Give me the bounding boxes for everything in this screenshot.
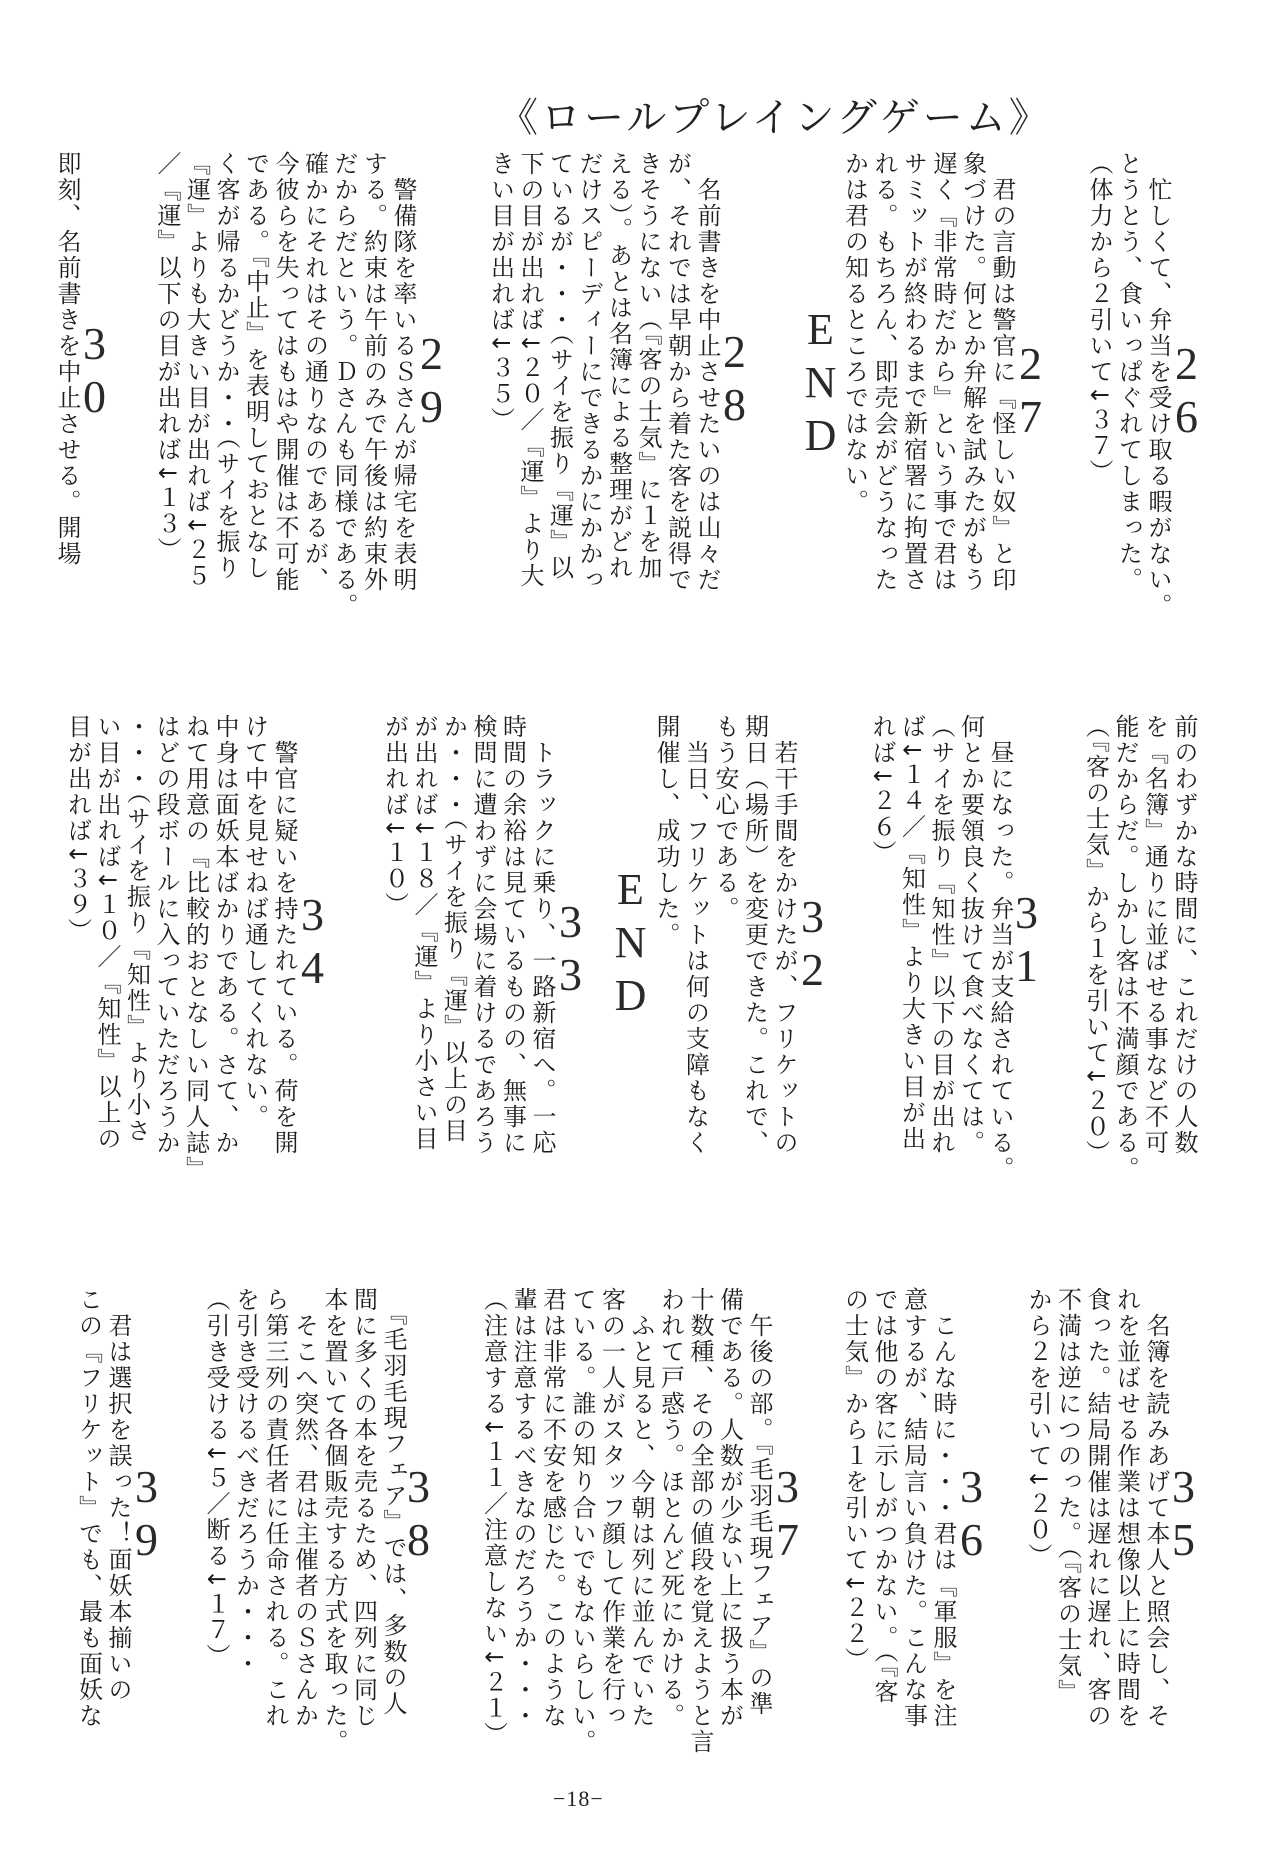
text-line: かは君の知るところではない。 bbox=[840, 151, 869, 515]
text-line: 若干手間をかけたが、フリケットの bbox=[770, 714, 798, 1156]
text-line: サミットが終わるまで新宿署に拘置さ bbox=[899, 151, 928, 593]
text-line: とうとう、食いっぱぐれてしまった。 bbox=[1114, 151, 1143, 593]
text-line: ている。誰の知り合いでもないらしい。 bbox=[568, 1287, 596, 1755]
section-number: 35 bbox=[1158, 1461, 1209, 1567]
text-line: （『客の士気』から１を引いて↓２０） bbox=[1081, 714, 1110, 1167]
section-28-text bbox=[485, 151, 721, 593]
section-number: 37 bbox=[762, 1461, 813, 1567]
text-line: 『毛羽毛現フェア』では、多数の人 bbox=[379, 1287, 407, 1717]
text-line: 不満は逆につのった。（『客の士気』 bbox=[1053, 1287, 1082, 1705]
text-line: 確かにそれはその通りなのであるが、 bbox=[300, 151, 329, 593]
text-line: 検問に遭わずに会場に着けるであろう bbox=[469, 714, 497, 1156]
text-line: 開催し、成功した。 bbox=[652, 714, 680, 948]
text-line: 当日、フリケットは何の支障もなく bbox=[681, 714, 710, 1156]
text-line: 中身は面妖本ばかりである。さて、か bbox=[211, 714, 239, 1156]
text-line: こんな時に・・・君は『軍服』を注 bbox=[929, 1287, 957, 1729]
text-line: きい目が出れば↓３５） bbox=[486, 151, 515, 434]
section-number: 32 bbox=[787, 891, 838, 997]
section-29-text bbox=[152, 151, 418, 619]
section-26-text bbox=[1084, 151, 1173, 619]
section-number: 39 bbox=[121, 1461, 172, 1567]
text-line: ら第三列の責任者に任命される。これ bbox=[261, 1287, 289, 1729]
text-line: 備である。人数が少ない上に扱う本が bbox=[715, 1287, 744, 1729]
text-line: 君の言動は警官に『怪しい奴』と印 bbox=[988, 151, 1016, 593]
section-number: 28 bbox=[709, 326, 760, 432]
text-line: 遅く『非常時だから』という事で君は bbox=[929, 151, 957, 593]
section-31-text bbox=[867, 714, 1015, 1182]
section-number: 34 bbox=[287, 889, 338, 995]
text-line: 意するが、結局言い負けた。こんな事 bbox=[899, 1287, 928, 1729]
text-line: では他の客に示しがつかない。（『客 bbox=[870, 1287, 898, 1705]
text-line: トラックに乗り、一路新宿へ。一応 bbox=[528, 714, 556, 1156]
text-line: われて戸惑う。ほとんど死にかける。 bbox=[656, 1287, 685, 1729]
text-line: 午後の部。『毛羽毛現フェア』の準 bbox=[745, 1287, 773, 1717]
text-line: れを並ばせる作業は想像以上に時間を bbox=[1112, 1287, 1141, 1729]
section-34-text bbox=[62, 714, 298, 1182]
text-line: 名簿を読みあげて本人と照会し、そ bbox=[1142, 1287, 1170, 1729]
text-line: 警備隊を率いるＳさんが帰宅を表明 bbox=[389, 151, 417, 593]
text-line: を『名簿』通りに並ばせる事など不可 bbox=[1140, 714, 1169, 1156]
text-line: 『運』よりも大きい目が出れば↓２５ bbox=[182, 151, 211, 590]
text-line: 能だからだ。しかし客は不満顔である。 bbox=[1111, 714, 1139, 1182]
section-number: 29 bbox=[406, 328, 457, 434]
end-marker: END bbox=[606, 865, 655, 1024]
text-line: そこへ突然、君は主催者のＳさんか bbox=[290, 1287, 319, 1729]
text-line: する。約束は午前のみで午後は約束外 bbox=[359, 151, 388, 593]
text-line: だからだという。Ｄさんも同様である。 bbox=[330, 151, 358, 619]
text-line: 君は選択を誤った！面妖本揃いの bbox=[104, 1287, 132, 1703]
text-line: はどの段ボールに入っていただろうか bbox=[152, 714, 180, 1156]
text-line: から２を引いて↓２０） bbox=[1024, 1287, 1052, 1570]
text-line: だけスピーディーにできるかにかかっ bbox=[575, 151, 603, 593]
text-line: 客の一人がスタッフ顔して作業を行っ bbox=[597, 1287, 626, 1729]
text-line: ねて用意の『比較的おとなしい同人誌』 bbox=[181, 714, 210, 1182]
text-line: い目が出れば↓１０／『知性』以上の bbox=[93, 714, 121, 1153]
text-line: える）。あとは名簿による整理がどれ bbox=[604, 151, 633, 581]
section-33-text bbox=[379, 714, 556, 1156]
text-line: きそうにない（『客の士気』に１を加 bbox=[634, 151, 662, 581]
text-line: の士気』から１を引いて↓２２） bbox=[840, 1287, 869, 1674]
text-line: く客が帰るかどうか・・（サイを振り bbox=[212, 151, 240, 581]
section-continuation-text bbox=[1080, 714, 1198, 1182]
text-line: 忙しくて、弁当を受け取る暇がない。 bbox=[1144, 151, 1172, 619]
text-line: である。『中止』を表明しておとなし bbox=[241, 151, 270, 581]
page-title: 《ロールプレイングゲーム》 bbox=[498, 95, 1052, 141]
text-line: 下の目が出れば↓２０／『運』より大 bbox=[516, 151, 544, 590]
text-line: ／『運』以下の目が出れば↓１３） bbox=[153, 151, 181, 564]
end-marker: END bbox=[796, 305, 845, 464]
text-line: れる。もちろん、即売会がどうなった bbox=[870, 151, 898, 593]
text-line: 輩は注意するべきなのだろうか・・・ bbox=[509, 1287, 537, 1729]
text-line: か・・・（サイを振り『運』以上の目 bbox=[439, 714, 468, 1144]
text-line: 今彼らを失ってはもはや開催は不可能 bbox=[271, 151, 299, 593]
text-line: 時間の余裕は見ているものの、無事に bbox=[498, 714, 527, 1156]
text-line: この『フリケット』でも、最も面妖な bbox=[74, 1287, 103, 1729]
text-line: ているが・・・（サイを振り『運』以 bbox=[545, 151, 574, 581]
section-number: 36 bbox=[946, 1461, 997, 1567]
text-line: ふと見ると、今朝は列に並んでいた bbox=[627, 1287, 655, 1729]
text-line: 前のわずかな時間に、これだけの人数 bbox=[1170, 714, 1198, 1156]
text-line: が出れば↓１８／『運』より小さい目 bbox=[410, 714, 438, 1153]
text-line: 警官に疑いを持たれている。荷を開 bbox=[270, 714, 298, 1156]
text-line: ・・・（サイを振り『知性』より小さ bbox=[122, 714, 151, 1144]
text-line: が出れば↓１０） bbox=[380, 714, 409, 919]
section-number: 26 bbox=[1161, 338, 1212, 444]
text-line: 期日（場所）を変更できた。これで、 bbox=[740, 714, 769, 1156]
page-number: −18− bbox=[553, 1786, 604, 1811]
text-line: 間に多くの本を売るため、四列に同じ bbox=[349, 1287, 378, 1729]
text-line: 象づけた。何とか弁解を試みたがもう bbox=[958, 151, 987, 593]
text-line: を引き受けるべきだろうか・・・ bbox=[231, 1287, 260, 1677]
section-27-text bbox=[839, 151, 1016, 593]
text-line: ば↓１４／『知性』より大きい目が出 bbox=[897, 714, 926, 1153]
section-38-text bbox=[201, 1287, 408, 1755]
text-line: （引き受ける↓５／断る↓１７） bbox=[202, 1287, 230, 1670]
text-line: 名前書きを中止させたいのは山々だ bbox=[693, 151, 721, 593]
text-line: （サイを振り『知性』以下の目が出れ bbox=[927, 714, 955, 1156]
text-line: 何とか要領良く抜けて食べなくては。 bbox=[956, 714, 985, 1156]
section-number: 38 bbox=[393, 1461, 444, 1567]
section-number: 27 bbox=[1005, 338, 1056, 444]
section-36-text bbox=[839, 1287, 957, 1729]
section-32-text bbox=[651, 714, 799, 1156]
section-number: 33 bbox=[545, 896, 596, 1002]
section-35-text bbox=[1023, 1287, 1171, 1729]
text-line: 食った。結局開催は遅れに遅れ、客の bbox=[1083, 1287, 1111, 1729]
text-line: 十数種、その全部の値段を覚えようと言 bbox=[686, 1287, 714, 1755]
section-number: 30 bbox=[69, 318, 120, 424]
section-37-text bbox=[478, 1287, 773, 1755]
text-line: （注意する↓１１／注意しない↓２１） bbox=[479, 1287, 508, 1748]
text-line: もう安心である。 bbox=[711, 714, 739, 922]
text-line: けて中を見せねば通してくれない。 bbox=[240, 714, 269, 1130]
text-line: 君は非常に不安を感じた。このような bbox=[538, 1287, 567, 1729]
text-line: 目が出れば↓３９） bbox=[63, 714, 92, 945]
text-line: が、それでは早朝から着た客を説得で bbox=[663, 151, 692, 593]
section-number: 31 bbox=[1001, 887, 1052, 993]
text-line: 本を置いて各個販売する方式を取った。 bbox=[320, 1287, 348, 1755]
text-line: 昼になった。弁当が支給されている。 bbox=[986, 714, 1014, 1182]
text-line: （体力から２引いて↓３７） bbox=[1085, 151, 1113, 486]
text-line: れば↓２６） bbox=[868, 714, 896, 867]
text-line: 即刻、名前書きを中止させる。開場 bbox=[53, 151, 81, 567]
